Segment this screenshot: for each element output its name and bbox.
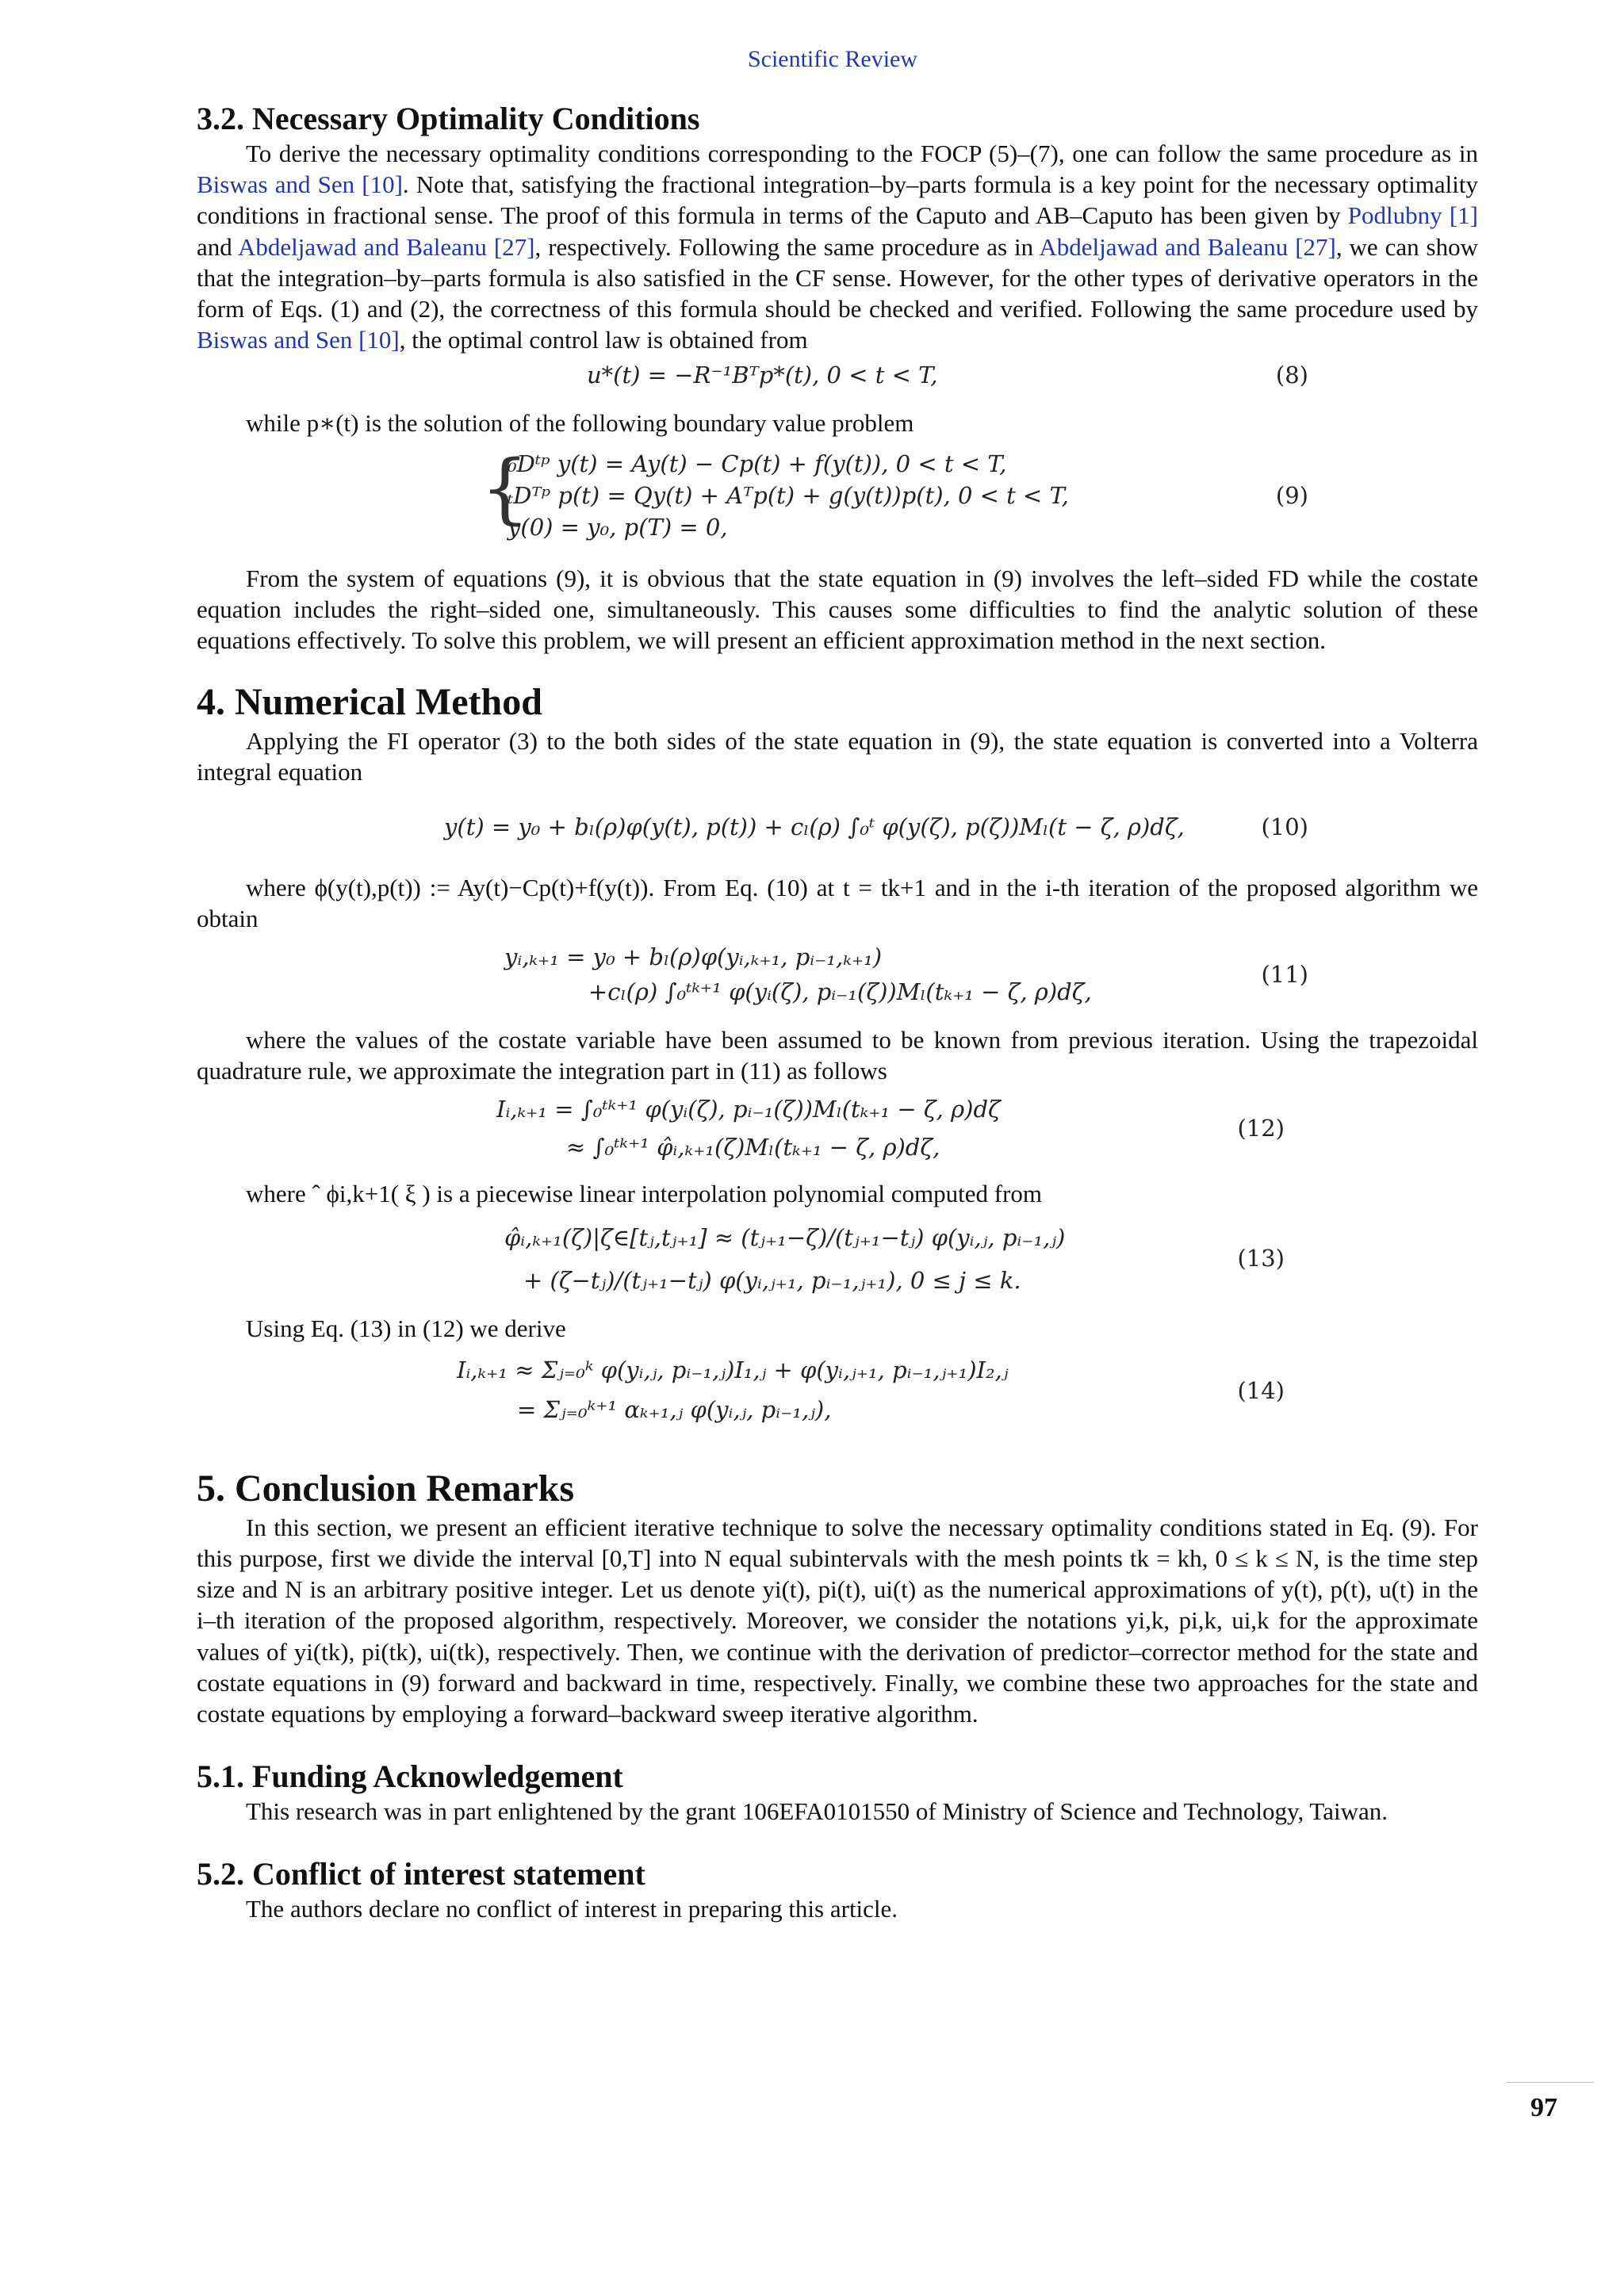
equation-12: [197, 1094, 1478, 1173]
running-header: Scientific Review: [747, 46, 918, 72]
footer-rule: [1507, 2082, 1594, 2083]
equation-14-line-2: = Σⱼ₌₀ᵏ⁺¹ αₖ₊₁,ⱼ φ(yᵢ,ⱼ, pᵢ₋₁,ⱼ),: [517, 1395, 832, 1423]
citation-link[interactable]: Biswas and Sen [10]: [197, 170, 403, 199]
equation-9-line-3: y(0) = y₀, p(T) = 0,: [508, 513, 728, 541]
section-5-1-title: 5.1. Funding Acknowledgement: [197, 1758, 623, 1795]
section-4-paragraph-2: where ϕ(y(t),p(t)) := Ay(t)−Cp(t)+f(y(t)). From Eq. (10) at t = tk+1 and in the i-th iteration of the proposed algorithm we obtain: [197, 873, 1478, 932]
brace-icon: {: [481, 443, 530, 533]
equation-13: [197, 1221, 1478, 1310]
section-4-paragraph-4: where ˆ ϕi,k+1( ξ ) is a piecewise linear interpolation polynomial computed from: [246, 1180, 1043, 1208]
equation-14-number: (14): [1237, 1376, 1285, 1404]
citation-link[interactable]: Podlubny [1]: [1347, 201, 1478, 230]
section-3-2-paragraph-2: while p∗(t) is the solution of the following boundary value problem: [246, 409, 914, 438]
equation-8-number: (8): [1275, 362, 1308, 389]
equation-14: [197, 1353, 1478, 1436]
citation-link[interactable]: Abdeljawad and Baleanu [27]: [1039, 232, 1336, 261]
equation-12-line-1: Iᵢ,ₖ₊₁ = ∫₀ᵗᵏ⁺¹ φ(yᵢ(ζ), pᵢ₋₁(ζ))Mₗ(tₖ₊₁ − ζ, ρ)dζ: [496, 1096, 1001, 1123]
equation-10-body: y(t) = y₀ + bₗ(ρ)φ(y(t), p(t)) + cₗ(ρ) ∫₀ᵗ φ(y(ζ), p(ζ))Mₗ(t − ζ, ρ)dζ,: [444, 813, 1185, 840]
section-5-paragraph-1: In this section, we present an efficient iterative technique to solve the necessary optimality conditions stated in Eq. (9). For this purpose, first we divide the interval [0,T] into N equal subintervals with the mesh points tk = kh, 0 ≤ k ≤ N, is the time step size and N is an arbitrary positive integer. Let us denote yi(t), pi(t), ui(t) as the numerical approximations of y(t), p(t), u(t) in the i–th iteration of the proposed algorithm, respectively. Moreover, we consider the notations yi,k, pi,k, ui,k for the approximate values of yi(tk), pi(tk), ui(tk), respectively. Then, we continue with the derivation of predictor–corrector method for the state and costate equations in (9) forward and backward in time, respectively. Finally, we combine these two approaches for the state and costate equations by employing a forward–backward sweep iterative algorithm.: [197, 1513, 1478, 1728]
equation-11-line-2: +cₗ(ρ) ∫₀ᵗᵏ⁺¹ φ(yᵢ(ζ), pᵢ₋₁(ζ))Mₗ(tₖ₊₁ − ζ, ρ)dζ,: [588, 978, 1092, 1006]
equation-12-number: (12): [1237, 1115, 1285, 1142]
text-span: and: [197, 232, 238, 261]
citation-link[interactable]: Biswas and Sen [10]: [197, 326, 400, 354]
equation-14-line-1: Iᵢ,ₖ₊₁ ≈ Σⱼ₌₀ᵏ φ(yᵢ,ⱼ, pᵢ₋₁,ⱼ)I₁,ⱼ + φ(yᵢ,ⱼ₊₁, pᵢ₋₁,ⱼ₊₁)I₂,ⱼ: [457, 1356, 1009, 1383]
section-5-2-title: 5.2. Conflict of interest statement: [197, 1856, 645, 1892]
text-span: To derive the necessary optimality conditions corresponding to the FOCP (5)–(7), one can follow the same procedure as in: [246, 140, 1478, 167]
citation-link[interactable]: Abdeljawad and Baleanu [27]: [237, 232, 535, 261]
equation-8: [197, 355, 1478, 404]
equation-12-line-2: ≈ ∫₀ᵗᵏ⁺¹ φ̂ᵢ,ₖ₊₁(ζ)Mₗ(tₖ₊₁ − ζ, ρ)dζ,: [566, 1134, 940, 1161]
equation-13-number: (13): [1237, 1244, 1285, 1272]
section-3-2-paragraph-3: From the system of equations (9), it is obvious that the state equation in (9) involves the left–sided FD while the costate equation includes the right–sided one, simultaneously. This causes some difficulties to find the analytic solution of these equations effectively. To solve this problem, we will present an efficient approximation method in the next section.: [197, 564, 1478, 655]
text-span: , we can show that the integration–by–parts formula is also satisfied in the CF sense. However, for the other types of derivative operators in the form of Eqs. (1) and (2), the correctness of this formula should be checked and verified. Following the same procedure used by: [197, 232, 1478, 323]
section-5-1-paragraph-1: This research was in part enlightened by the grant 106EFA0101550 of Ministry of Science and Technology, Taiwan.: [246, 1797, 1388, 1826]
equation-8-body: u*(t) = −R⁻¹Bᵀp*(t), 0 < t < T,: [587, 362, 938, 389]
equation-9: [197, 443, 1478, 549]
equation-9-number: (9): [1275, 481, 1308, 509]
equation-11-line-1: yᵢ,ₖ₊₁ = y₀ + bₗ(ρ)φ(yᵢ,ₖ₊₁, pᵢ₋₁,ₖ₊₁): [504, 943, 883, 971]
equation-10: [197, 793, 1478, 869]
equation-13-line-2: + (ζ−tⱼ)/(tⱼ₊₁−tⱼ) φ(yᵢ,ⱼ₊₁, pᵢ₋₁,ⱼ₊₁), 0 ≤ j ≤ k.: [523, 1266, 1021, 1294]
equation-9-line-1: ₀Dᵗᵖ y(t) = Ay(t) − Cp(t) + f(y(t)), 0 < t < T,: [508, 450, 1007, 477]
section-5-title: 5. Conclusion Remarks: [197, 1467, 575, 1510]
section-4-paragraph-5: Using Eq. (13) in (12) we derive: [246, 1314, 566, 1342]
section-5-2-paragraph-1: The authors declare no conflict of interest in preparing this article.: [246, 1895, 898, 1923]
equation-11: [197, 940, 1478, 1016]
text-span: , the optimal control law is obtained from: [399, 326, 808, 354]
section-3-2-title: 3.2. Necessary Optimality Conditions: [197, 101, 700, 136]
section-4-paragraph-3: where the values of the costate variable have been assumed to be known from previous iteration. Using the trapezoidal quadrature rule, we approximate the integration part in (11) as follows: [197, 1026, 1478, 1085]
text-span: , respectively. Following the same procedure as in: [534, 232, 1040, 261]
equation-13-line-1: φ̂ᵢ,ₖ₊₁(ζ)|ζ∈[tⱼ,tⱼ₊₁] ≈ (tⱼ₊₁−ζ)/(tⱼ₊₁−tⱼ) φ(yᵢ,ⱼ, pᵢ₋₁,ⱼ): [504, 1223, 1066, 1251]
section-4-title: 4. Numerical Method: [197, 681, 542, 724]
page-number: 97: [1530, 2093, 1557, 2122]
section-3-2-paragraph-1: [197, 138, 1478, 355]
equation-10-number: (10): [1261, 813, 1308, 840]
section-4-paragraph-1: Applying the FI operator (3) to the both sides of the state equation in (9), the state equation is converted into a Volterra integral equation: [197, 727, 1478, 786]
text-span: . Note that, satisfying the fractional integration–by–parts formula is a key point for the necessary optimality conditions in fractional sense. The proof of this formula in terms of the Caputo and AB–Caputo has been given by: [197, 170, 1478, 230]
article-body: [197, 100, 1478, 1925]
equation-9-line-2: ₜDᵀᵖ p(t) = Qy(t) + Aᵀp(t) + g(y(t))p(t), 0 < t < T,: [508, 481, 1069, 509]
equation-11-number: (11): [1261, 961, 1308, 989]
